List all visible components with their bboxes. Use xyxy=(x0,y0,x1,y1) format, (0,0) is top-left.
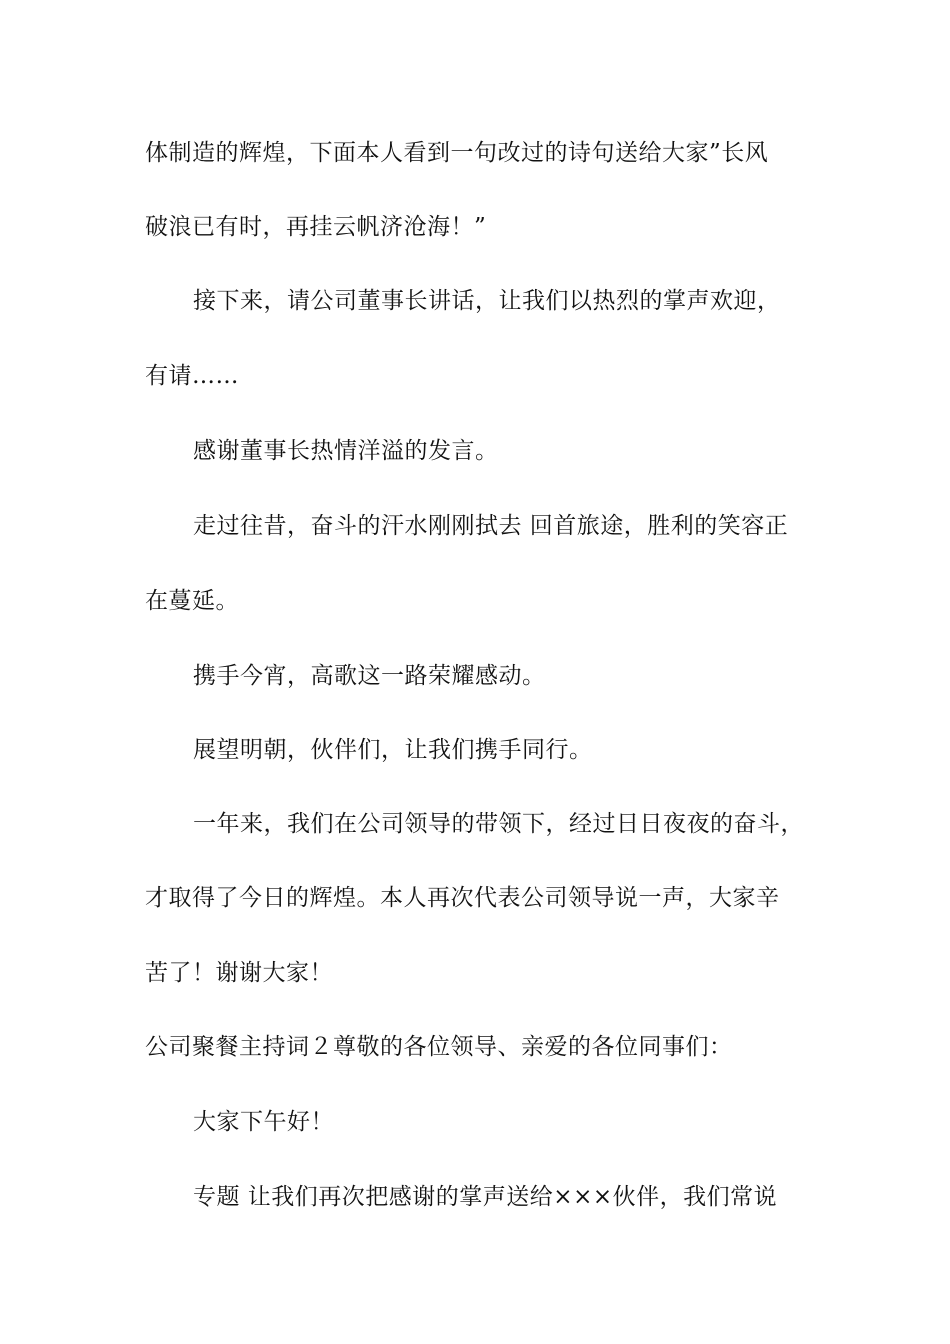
text-line: 走过往昔，奋斗的汗水刚刚拭去 回首旅途，胜利的笑容正 xyxy=(193,513,789,539)
text-line: 有请…… xyxy=(145,363,239,389)
text-line: 苦了！谢谢大家！ xyxy=(145,960,333,986)
text-line: 专题 让我们再次把感谢的掌声送给×××伙伴，我们常说 xyxy=(193,1184,778,1210)
text-line: 公司聚餐主持词２尊敬的各位领导、亲爱的各位同事们： xyxy=(145,1034,733,1060)
text-line: 才取得了今日的辉煌。本人再次代表公司领导说一声，大家辛 xyxy=(145,885,780,911)
text-line: 展望明朝，伙伴们，让我们携手同行。 xyxy=(193,737,593,763)
text-line: 破浪已有时，再挂云帆济沧海！” xyxy=(145,214,487,240)
text-line: 在蔓延。 xyxy=(145,588,239,614)
text-line: 大家下午好！ xyxy=(193,1109,334,1135)
text-line: 接下来，请公司董事长讲话，让我们以热烈的掌声欢迎， xyxy=(193,288,781,314)
text-line: 一年来，我们在公司领导的带领下，经过日日夜夜的奋斗， xyxy=(193,811,804,837)
text-line: 感谢董事长热情洋溢的发言。 xyxy=(193,438,499,464)
text-line: 体制造的辉煌，下面本人看到一句改过的诗句送给大家”长风 xyxy=(145,140,769,166)
text-line: 携手今宵，高歌这一路荣耀感动。 xyxy=(193,663,546,689)
